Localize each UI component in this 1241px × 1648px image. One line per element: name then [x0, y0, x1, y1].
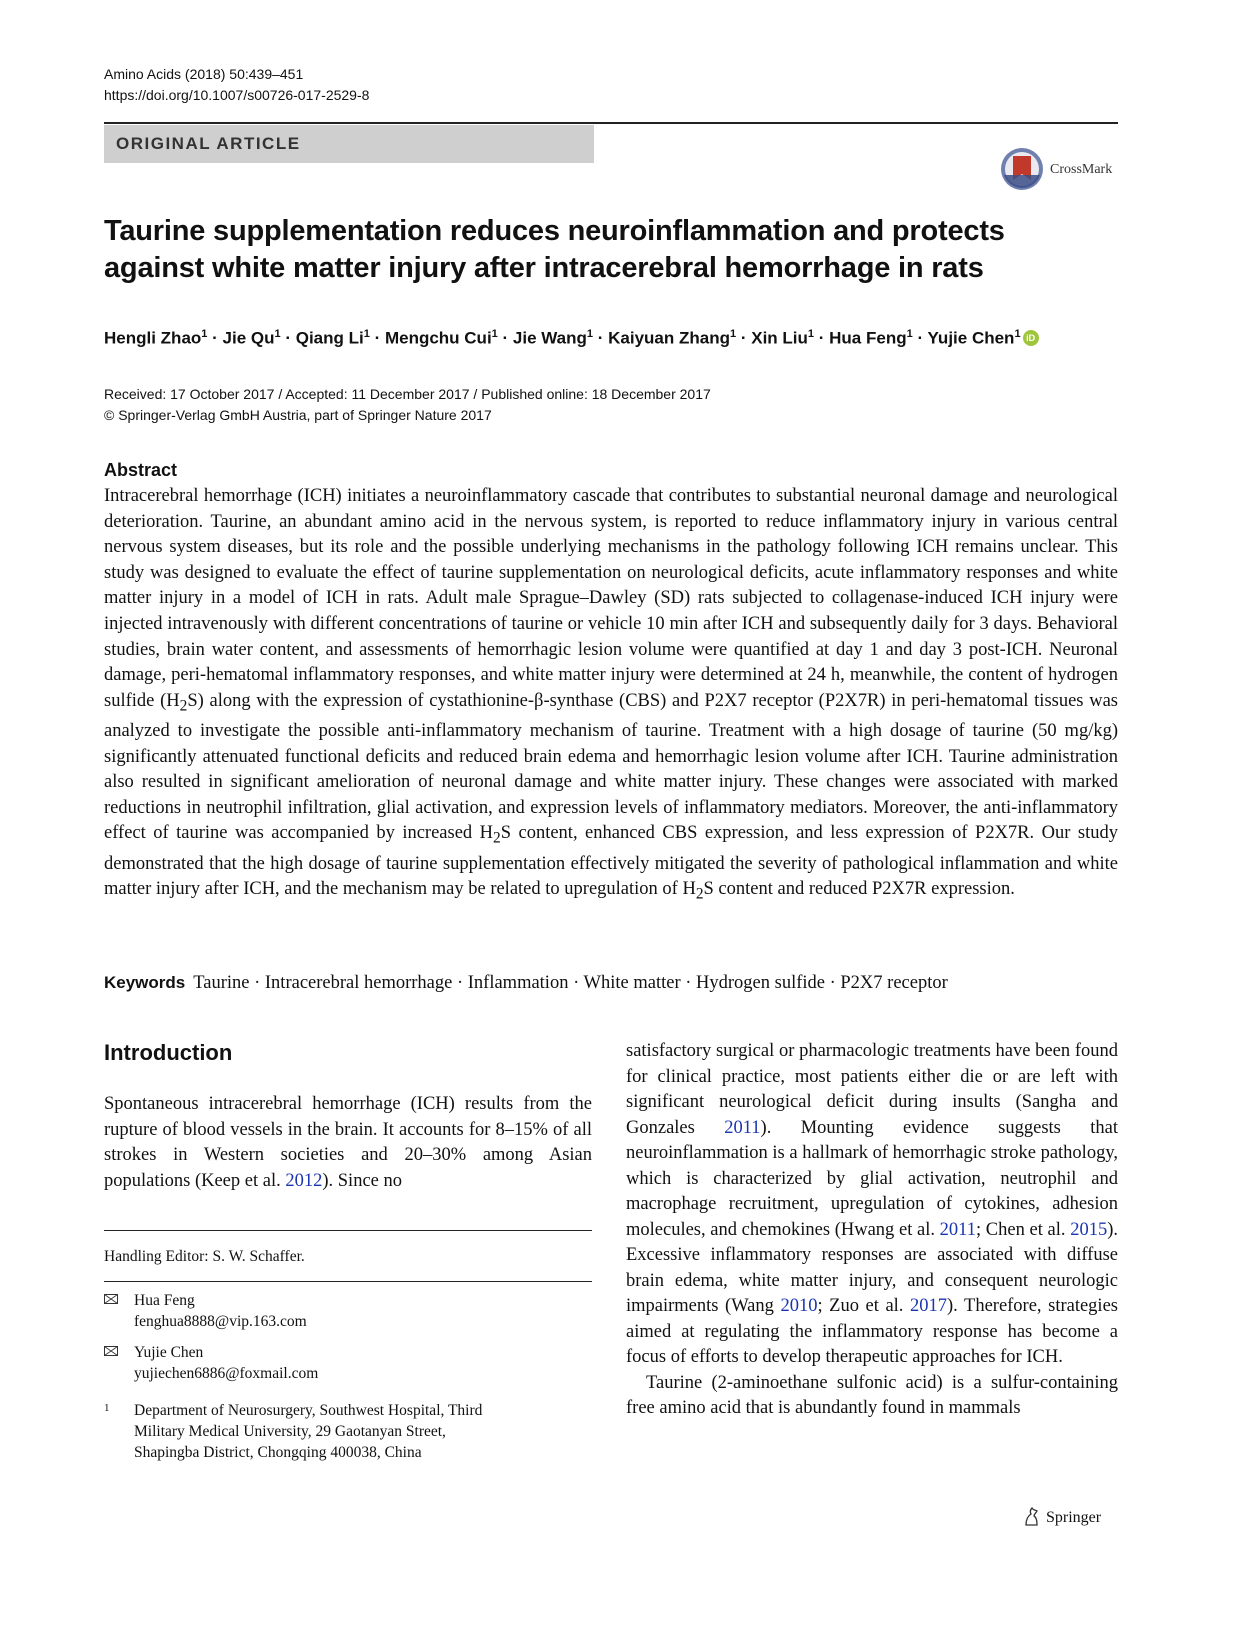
intro-right-column: [626, 1039, 1118, 1422]
crossmark-badge[interactable]: [1000, 147, 1120, 193]
contact-name: Yujie Chen: [134, 1344, 204, 1361]
author-separator: ·: [280, 328, 296, 348]
keywords: [104, 970, 1118, 996]
citation-link[interactable]: 2010: [780, 1296, 818, 1316]
author-affiliation-marker: 1: [201, 328, 208, 340]
envelope-icon: [104, 1294, 118, 1304]
received-accepted-published: Received: 17 October 2017 / Accepted: 11 December 2017 / Published online: 18 December 2017: [104, 386, 711, 402]
abstract-part: S content, enhanced CBS expression, and less expression of P2X7R. Our study demonstrated that the high dosage of taurine supplementation effectively mitigated the severity of pathological inflammation and white matter injury after ICH, and the mechanism may be related to upregulation of H: [104, 823, 1118, 900]
springer-horse-icon: [1022, 1505, 1042, 1527]
citation-link[interactable]: 2017: [910, 1296, 947, 1316]
author-list: [104, 322, 1118, 351]
journal-header: [104, 64, 369, 106]
author[interactable]: Xin Liu: [751, 328, 808, 348]
intro-text: satisfactory surgical or pharmacologic treatments have been found for clinical practice, most patients either die or are left with significant neurological deficit during insults (Sangha and Gonzales: [626, 1041, 1118, 1138]
affiliation-number: 1: [104, 1402, 110, 1414]
author[interactable]: Yujie Chen: [927, 328, 1015, 348]
crossmark-label: CrossMark: [1050, 162, 1113, 177]
intro-left-column: [104, 1092, 592, 1194]
author[interactable]: Hengli Zhao: [104, 328, 202, 348]
intro-text: ; Zuo et al.: [817, 1296, 910, 1316]
introduction-heading: Introduction: [104, 1040, 233, 1065]
affiliation-line: Military Medical University, 29 Gaotanyan Street,: [134, 1423, 446, 1440]
abstract-heading: Abstract: [104, 460, 178, 480]
crossmark-icon: [1000, 147, 1044, 191]
author-affiliation-marker: 1: [1014, 328, 1021, 340]
abstract-text: [104, 484, 1118, 908]
intro-paragraph: [626, 1039, 1118, 1371]
author-separator: ·: [497, 328, 513, 348]
intro-text: ; Chen et al.: [975, 1219, 1071, 1240]
author-affiliation-marker: 1: [807, 328, 815, 340]
author[interactable]: Jie Wang: [512, 328, 587, 348]
footnote-rule: [104, 1230, 592, 1231]
article-type-label: ORIGINAL ARTICLE: [116, 134, 301, 153]
citation-link[interactable]: 2011: [939, 1219, 976, 1240]
corresponding-author: [104, 1290, 584, 1332]
author[interactable]: Qiang Li: [295, 328, 364, 348]
contact-email[interactable]: yujiechen6886@foxmail.com: [134, 1365, 319, 1382]
header-rule: [104, 122, 1118, 124]
author[interactable]: Hua Feng: [829, 328, 907, 348]
author-separator: ·: [207, 328, 223, 348]
article-type-banner: [104, 125, 594, 163]
keywords-label: Keywords: [104, 973, 186, 992]
author-separator: ·: [593, 328, 609, 348]
subscript: 2: [493, 830, 501, 848]
citation-link[interactable]: 2011: [724, 1117, 761, 1138]
abstract-part: Intracerebral hemorrhage (ICH) initiates a neuroinflammatory cascade that contributes to substantial neuronal damage and neurological deterioration. Taurine, an abundant amino acid in the nervous system, is reported to reduce inflammatory injury in various central nervous system diseases, but its role and the possible underlying mechanisms in the pathology following ICH remains unclear. This study was designed to evaluate the effect of taurine supplementation on neurological deficits, acute inflammatory responses and white matter injury in a model of ICH in rats. Adult male Sprague–Dawley (SD) rats subjected to collagenase-induced ICH injury were injected intravenously with different concentrations of taurine or vehicle 10 min after ICH and subsequently daily for 3 days. Behavioral studies, brain water content, and assessments of hemorrhagic lesion volume were quantified at day 1 and day 3 post-ICH. Neuronal damage, peri-hematomal inflammatory responses, and white matter injury were determined at 24 h, meanwhile, the content of hydrogen sulfide (H: [104, 486, 1118, 711]
intro-text: Taurine (2-aminoethane sulfonic acid) is a sulfur-containing free amino acid that is abundantly found in mammals: [626, 1372, 1118, 1418]
intro-text: ). Since no: [322, 1170, 402, 1191]
abstract-part: S content and reduced P2X7R expression.: [703, 879, 1015, 900]
author-affiliation-marker: 1: [274, 328, 281, 340]
intro-text: ). Mounting evidence suggests that neuroinflammation is a hallmark of hemorrhagic stroke pathology, which is characterized by glial activation, neutrophil and macrophage recruitment, upregulation of cytokines, adhesion molecules, and chemokines (Hwang et al.: [626, 1117, 1118, 1240]
author-separator: ·: [912, 328, 928, 348]
abstract-part: S) along with the expression of cystathionine-β-synthase (CBS) and P2X7 receptor (P2X7R) in peri-hematomal tissues was analyzed to investigate the possible anti-inflammatory mechanism of taurine. Treatment with a high dosage of taurine (50 mg/kg) significantly attenuated functional deficits and reduced brain edema and hemorrhagic lesion volume after ICH. Taurine administration also resulted in significant amelioration of neuronal damage and white matter injury. These changes were associated with marked reductions in neutrophil infiltration, glial activation, and expression levels of inflammatory mediators. Moreover, the anti-inflammatory effect of taurine was accompanied by increased H: [104, 690, 1118, 844]
author-affiliation-marker: 1: [586, 328, 594, 340]
author-affiliation-marker: 1: [906, 328, 913, 340]
journal-citation: Amino Acids (2018) 50:439–451: [104, 66, 304, 82]
intro-paragraph: [626, 1371, 1118, 1422]
intro-text: ). Excessive inflammatory responses are associated with diffuse brain edema, white matter injury, and consequent neurologic impairments (Wang: [626, 1219, 1118, 1316]
title-line-1: Taurine supplementation reduces neuroinflammation and protects: [104, 215, 1005, 247]
publisher-logo: [1022, 1505, 1101, 1527]
doi-link[interactable]: https://doi.org/10.1007/s00726-017-2529-8: [104, 87, 370, 103]
author-separator: ·: [814, 328, 830, 348]
author-affiliation-marker: 1: [363, 328, 370, 340]
author-affiliation-marker: 1: [491, 328, 498, 340]
author-affiliation-marker: 1: [730, 328, 737, 340]
subscript: 2: [695, 885, 704, 903]
envelope-icon: [104, 1346, 118, 1356]
author-separator: ·: [736, 328, 752, 348]
article-title: [104, 213, 1118, 287]
contact-email[interactable]: fenghua8888@vip.163.com: [134, 1313, 307, 1330]
footnote-rule: [104, 1281, 592, 1282]
publisher-name: Springer: [1046, 1509, 1102, 1526]
author[interactable]: Mengchu Cui: [384, 328, 492, 348]
title-line-2: against white matter injury after intracerebral hemorrhage in rats: [104, 252, 984, 284]
intro-text: Spontaneous intracerebral hemorrhage (ICH) results from the rupture of blood vessels in the brain. It accounts for 8–15% of all strokes in Western societies and 20–30% among Asian populations (Keep et al.: [104, 1094, 592, 1191]
keywords-text: Taurine · Intracerebral hemorrhage · Inflammation · White matter · Hydrogen sulfide · P2X7 receptor: [193, 973, 948, 993]
citation-link[interactable]: 2012: [285, 1170, 323, 1191]
author-separator: ·: [369, 328, 385, 348]
affiliation-line: Department of Neurosurgery, Southwest Hospital, Third: [134, 1402, 483, 1419]
intro-text: ). Therefore, strategies aimed at regulating the inflammatory response has become a focus of efforts to develop therapeutic approaches for ICH.: [626, 1296, 1118, 1367]
corresponding-author: [104, 1342, 584, 1384]
contact-name: Hua Feng: [134, 1292, 195, 1309]
author[interactable]: Jie Qu: [222, 328, 275, 348]
handling-editor: Handling Editor: S. W. Schaffer.: [104, 1248, 305, 1265]
author[interactable]: Kaiyuan Zhang: [608, 328, 730, 348]
publication-dates: [104, 384, 711, 426]
copyright-notice: © Springer-Verlag GmbH Austria, part of Springer Nature 2017: [104, 407, 492, 423]
orcid-icon[interactable]: iD: [1023, 330, 1039, 346]
subscript: 2: [179, 697, 188, 715]
affiliation-line: Shapingba District, Chongqing 400038, China: [134, 1444, 422, 1461]
citation-link[interactable]: 2015: [1070, 1219, 1108, 1240]
